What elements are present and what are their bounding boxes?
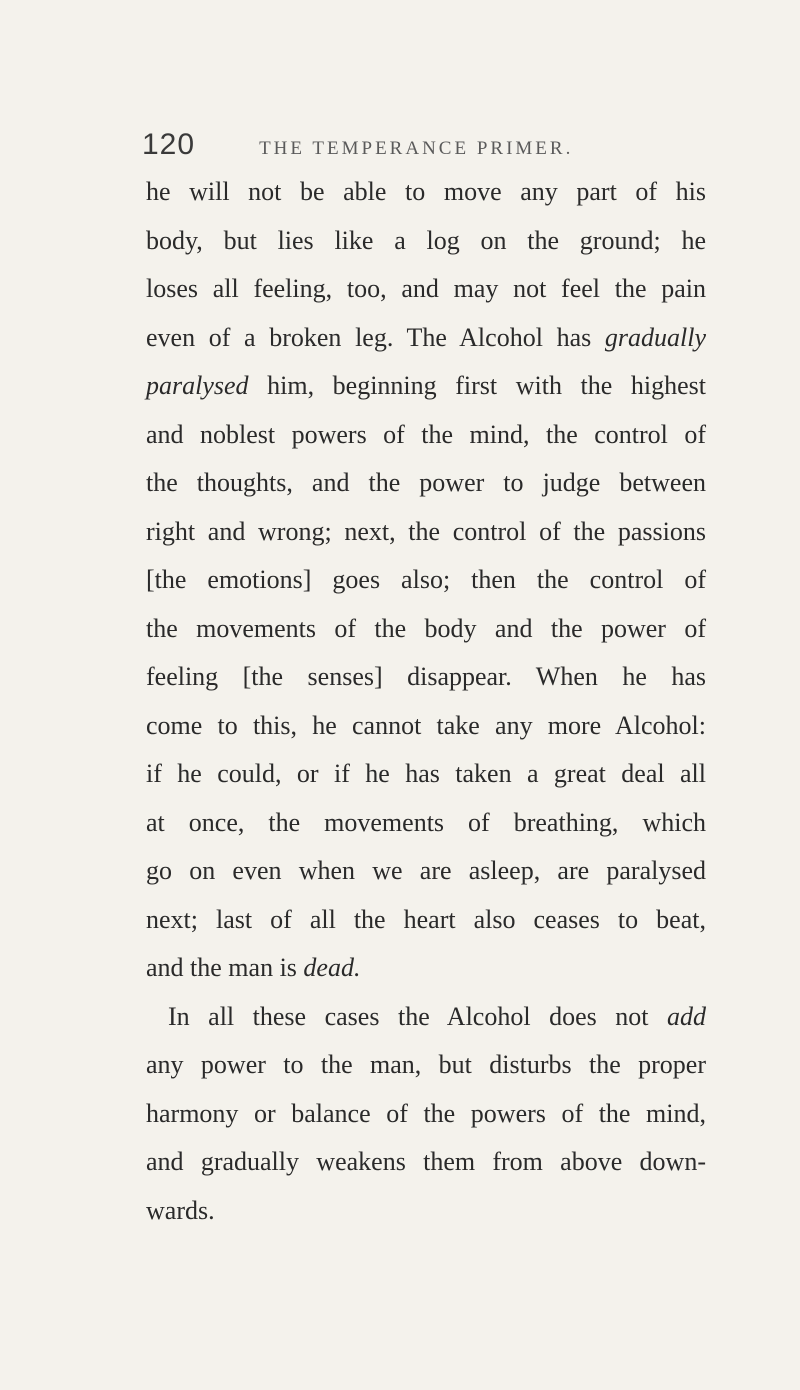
text-segment: the thoughts, and the power to judge between: [146, 468, 706, 497]
text-segment: right and wrong; next, the control of the passions: [146, 516, 706, 546]
text-segment: at once, the movements of breathing, which: [146, 807, 706, 837]
text-line: [146, 896, 706, 945]
text-segment: wards.: [146, 1195, 215, 1225]
text-line: [146, 1138, 706, 1187]
text-line: [146, 750, 706, 799]
text-segment: body, but lies like a log on the ground; he: [146, 225, 706, 255]
text-segment: loses all feeling, too, and may not feel the pain: [146, 274, 706, 303]
text-segment: next; last of all the heart also ceases to beat,: [146, 904, 706, 934]
text-line: [146, 799, 706, 848]
italic-text: dead.: [303, 953, 361, 982]
italic-text: gradually: [604, 322, 706, 352]
text-line: [146, 217, 706, 266]
text-line: [146, 556, 706, 605]
text-line: [146, 702, 706, 751]
text-segment: go on even when we are asleep, are paralysed: [146, 856, 706, 885]
text-segment: come to this, he cannot take any more Alcohol:: [146, 710, 706, 740]
text-line: [146, 605, 706, 654]
text-segment: and gradually weakens them from above down-: [146, 1147, 706, 1176]
text-segment: any power to the man, but disturbs the proper: [146, 1050, 706, 1079]
page-header: [142, 128, 573, 168]
text-segment: the movements of the body and the power of: [146, 613, 706, 643]
italic-text: paralysed: [146, 371, 249, 400]
running-head: THE TEMPERANCE PRIMER.: [259, 138, 574, 159]
text-segment: feeling [the senses] disappear. When he has: [146, 662, 706, 691]
text-line: [146, 362, 706, 411]
text-line: [146, 847, 706, 896]
text-segment: if he could, or if he has taken a great deal all: [146, 759, 706, 788]
text-line: [146, 1090, 706, 1139]
text-line: [146, 944, 706, 993]
text-segment: he will not be able to move any part of his: [146, 177, 706, 206]
body-text: [146, 168, 706, 1235]
text-segment: harmony or balance of the powers of the mind,: [146, 1098, 706, 1128]
text-line: [146, 993, 706, 1042]
italic-text: add: [667, 1001, 706, 1031]
text-segment: and the man is: [146, 953, 304, 982]
page-number: 120: [142, 128, 196, 161]
text-segment: even of a broken leg. The Alcohol has: [146, 322, 605, 352]
text-line: [146, 168, 706, 217]
text-segment: In all these cases the Alcohol does not: [168, 1001, 667, 1031]
text-line: [146, 653, 706, 702]
text-segment: and noblest powers of the mind, the control of: [146, 419, 706, 449]
text-line: [146, 459, 706, 508]
text-line: [146, 265, 706, 314]
text-line: [146, 1041, 706, 1090]
text-segment: [the emotions] goes also; then the control of: [146, 565, 706, 594]
text-segment: him, beginning first with the highest: [248, 371, 706, 400]
text-line: [146, 314, 706, 363]
text-line: [146, 411, 706, 460]
text-line: [146, 508, 706, 557]
text-line: [146, 1187, 706, 1236]
